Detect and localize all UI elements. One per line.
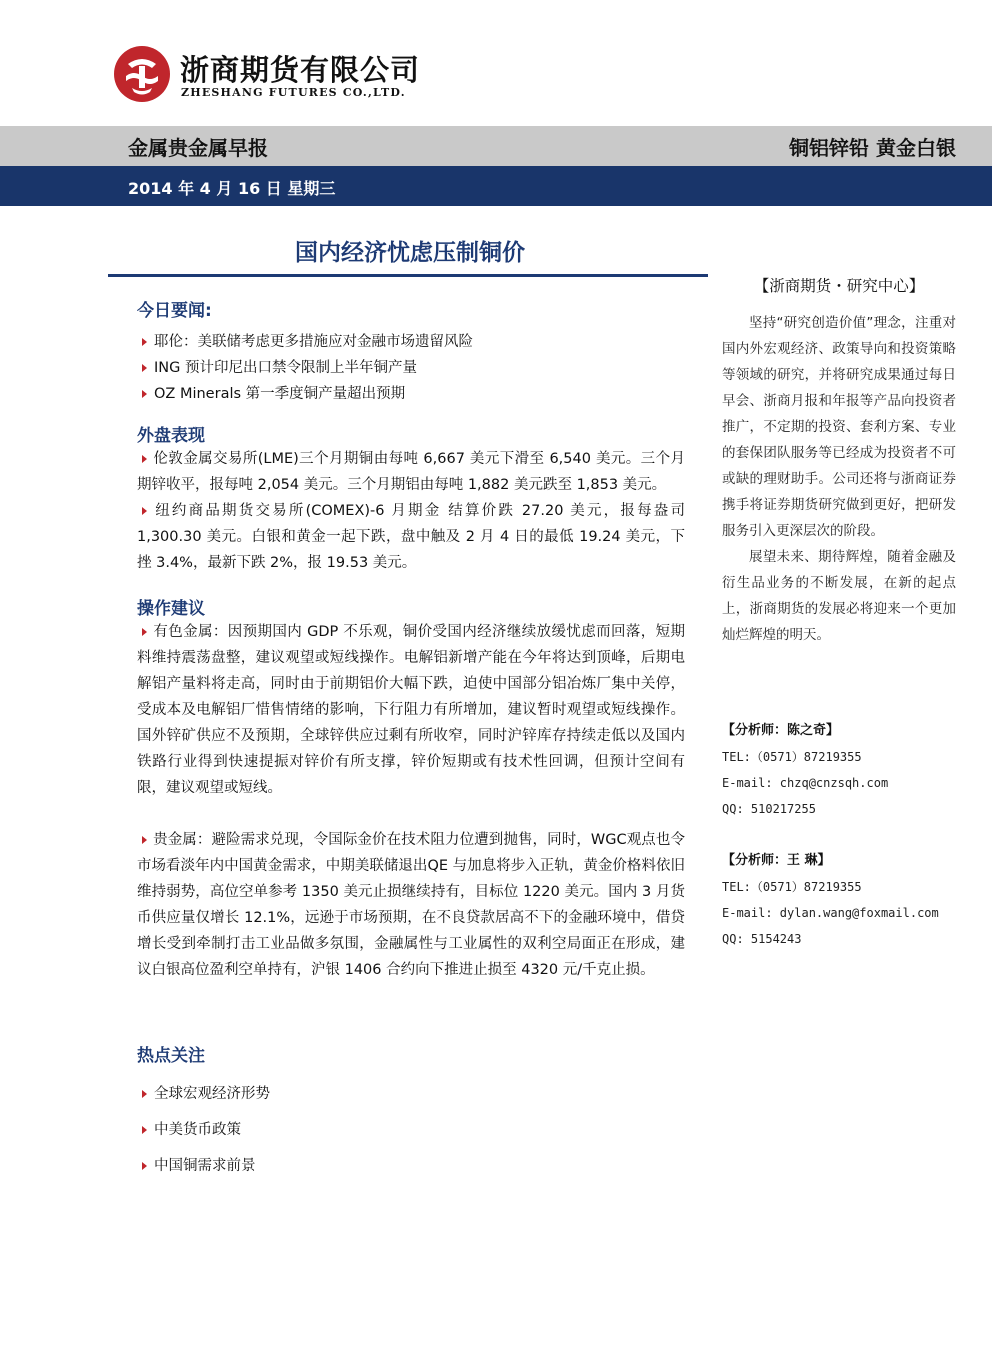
list-item: OZ Minerals 第一季度铜产量超出预期 (137, 381, 685, 407)
bullet-arrow-icon (142, 1090, 147, 1098)
analyst-tel: TEL:（0571）87219355 (722, 750, 862, 764)
bullet-arrow-icon (142, 390, 147, 398)
hot-list (137, 1076, 685, 1184)
bullet-arrow-icon (142, 455, 147, 463)
bullet-arrow-icon (142, 1162, 147, 1170)
analyst-email: E-mail: dylan.wang@foxmail.com (722, 906, 939, 920)
advice-heading: 操作建议 (137, 599, 205, 619)
company-name-en: ZHESHANG FUTURES CO.,LTD. (181, 86, 406, 99)
analyst-name: 【分析师：王 琳】 (722, 853, 831, 868)
company-logo-icon (112, 44, 172, 104)
sidebar-title: 【浙商期货・研究中心】 (753, 277, 925, 295)
sidebar-paragraph: 展望未来、期待辉煌，随着金融及衍生品业务的不断发展，在新的起点上，浙商期货的发展必将迎来一个更加灿烂辉煌的明天。 (722, 549, 956, 643)
analyst-email: E-mail: chzq@cnzsqh.com (722, 776, 889, 790)
list-item: 全球宏观经济形势 (137, 1076, 685, 1112)
analyst-qq: QQ: 5154243 (722, 932, 802, 946)
bullet-arrow-icon (142, 1126, 147, 1134)
analyst-card (722, 718, 956, 822)
list-item: 耶伦：美联储考虑更多措施应对金融市场遗留风险 (137, 329, 685, 355)
sidebar (722, 270, 956, 952)
advice-paragraph: 有色金属：因预期国内 GDP 不乐观，铜价受国内经济继续放缓忧虑而回落，短期料维持震荡盘整，建议观望或短线操作。电解铝新增产能在今年将达到顶峰，后期电解铝产量料将走高，同时由于前期铝价大幅下跌，迫使中国部分铝冶炼厂集中关停，受成本及电解铝厂惜售情绪的影响，下行阻力有所增加，建议暂时观望或短线操作。国外锌矿供应不及预期，全球锌供应过剩有所收窄，同时沪锌库存持续走低以及国内铁路行业得到快速提振对锌价有所支撑，锌价短期或有技术性回调，但预计空间有限，建议观望或短线。 (137, 624, 685, 796)
advice-paragraph: 贵金属：避险需求兑现，令国际金价在技术阻力位遭到抛售，同时，WGC观点也令市场看淡年内中国黄金需求，中期美联储退出QE 与加息将步入正轨，黄金价格料依旧维持弱势，高位空单参考 1350 美元止损继续持有，目标位 1220 美元。国内 3 月货币供应量仅增长 12.1%，远逊于市场预期，在不良贷款居高不下的金融环境中，借贷增长受到牵制打击工业品做多氛围，金融属性与工业属性的双利空局面正在形成，建议白银高位盈利空单持有，沪银 1406 合约向下推进止损至 4320 元/千克止损。 (137, 832, 685, 978)
headline-rule (108, 274, 708, 277)
main-column (137, 296, 685, 1184)
list-item: ING 预计印尼出口禁令限制上半年铜产量 (137, 355, 685, 381)
news-heading: 今日要闻: (137, 301, 212, 321)
overseas-paragraph: 纽约商品期货交易所(COMEX)-6 月期金 结算价跌 27.20 美元，报每盎司 1,300.30 美元。白银和黄金一起下跌，盘中触及 2 月 4 日的最低 19.24 美元，下挫 3.4%，最新下跌 2%，报 19.53 美元。 (137, 503, 685, 571)
bullet-arrow-icon (142, 364, 147, 372)
hot-heading: 热点关注 (137, 1046, 205, 1066)
list-item: 中国铜需求前景 (137, 1148, 685, 1184)
headline: 国内经济忧虑压制铜价 (295, 240, 525, 266)
metals-tag: 铜铝锌铅 黄金白银 (789, 136, 956, 160)
company-name-cn: 浙商期货有限公司 (180, 53, 421, 87)
sidebar-paragraph: 坚持“研究创造价值”理念，注重对国内外宏观经济、政策导向和投资策略等领域的研究，并将研究成果通过每日早会、浙商月报和年报等产品向投资者推广，不定期的投资、套利方案、专业的套保团队服务等已经成为投资者不可或缺的理财助手。公司还将与浙商证券携手将证券期货研究做到更好，把研发服务引入更深层次的阶段。 (722, 315, 956, 539)
overseas-heading: 外盘表现 (137, 426, 205, 446)
report-date: 2014 年 4 月 16 日 星期三 (128, 179, 336, 198)
news-list (137, 329, 685, 407)
analyst-name: 【分析师：陈之奇】 (722, 723, 840, 738)
analyst-tel: TEL:（0571）87219355 (722, 880, 862, 894)
bullet-arrow-icon (142, 507, 147, 515)
analyst-card (722, 848, 956, 952)
list-item: 中美货币政策 (137, 1112, 685, 1148)
bullet-arrow-icon (142, 628, 147, 636)
report-title: 金属贵金属早报 (128, 136, 268, 160)
bullet-arrow-icon (142, 836, 147, 844)
analyst-qq: QQ: 510217255 (722, 802, 816, 816)
overseas-paragraph: 伦敦金属交易所(LME)三个月期铜由每吨 6,667 美元下滑至 6,540 美元。三个月期锌收平，报每吨 2,054 美元。三个月期铝由每吨 1,882 美元跌至 1,853 美元。 (137, 451, 685, 493)
bullet-arrow-icon (142, 338, 147, 346)
